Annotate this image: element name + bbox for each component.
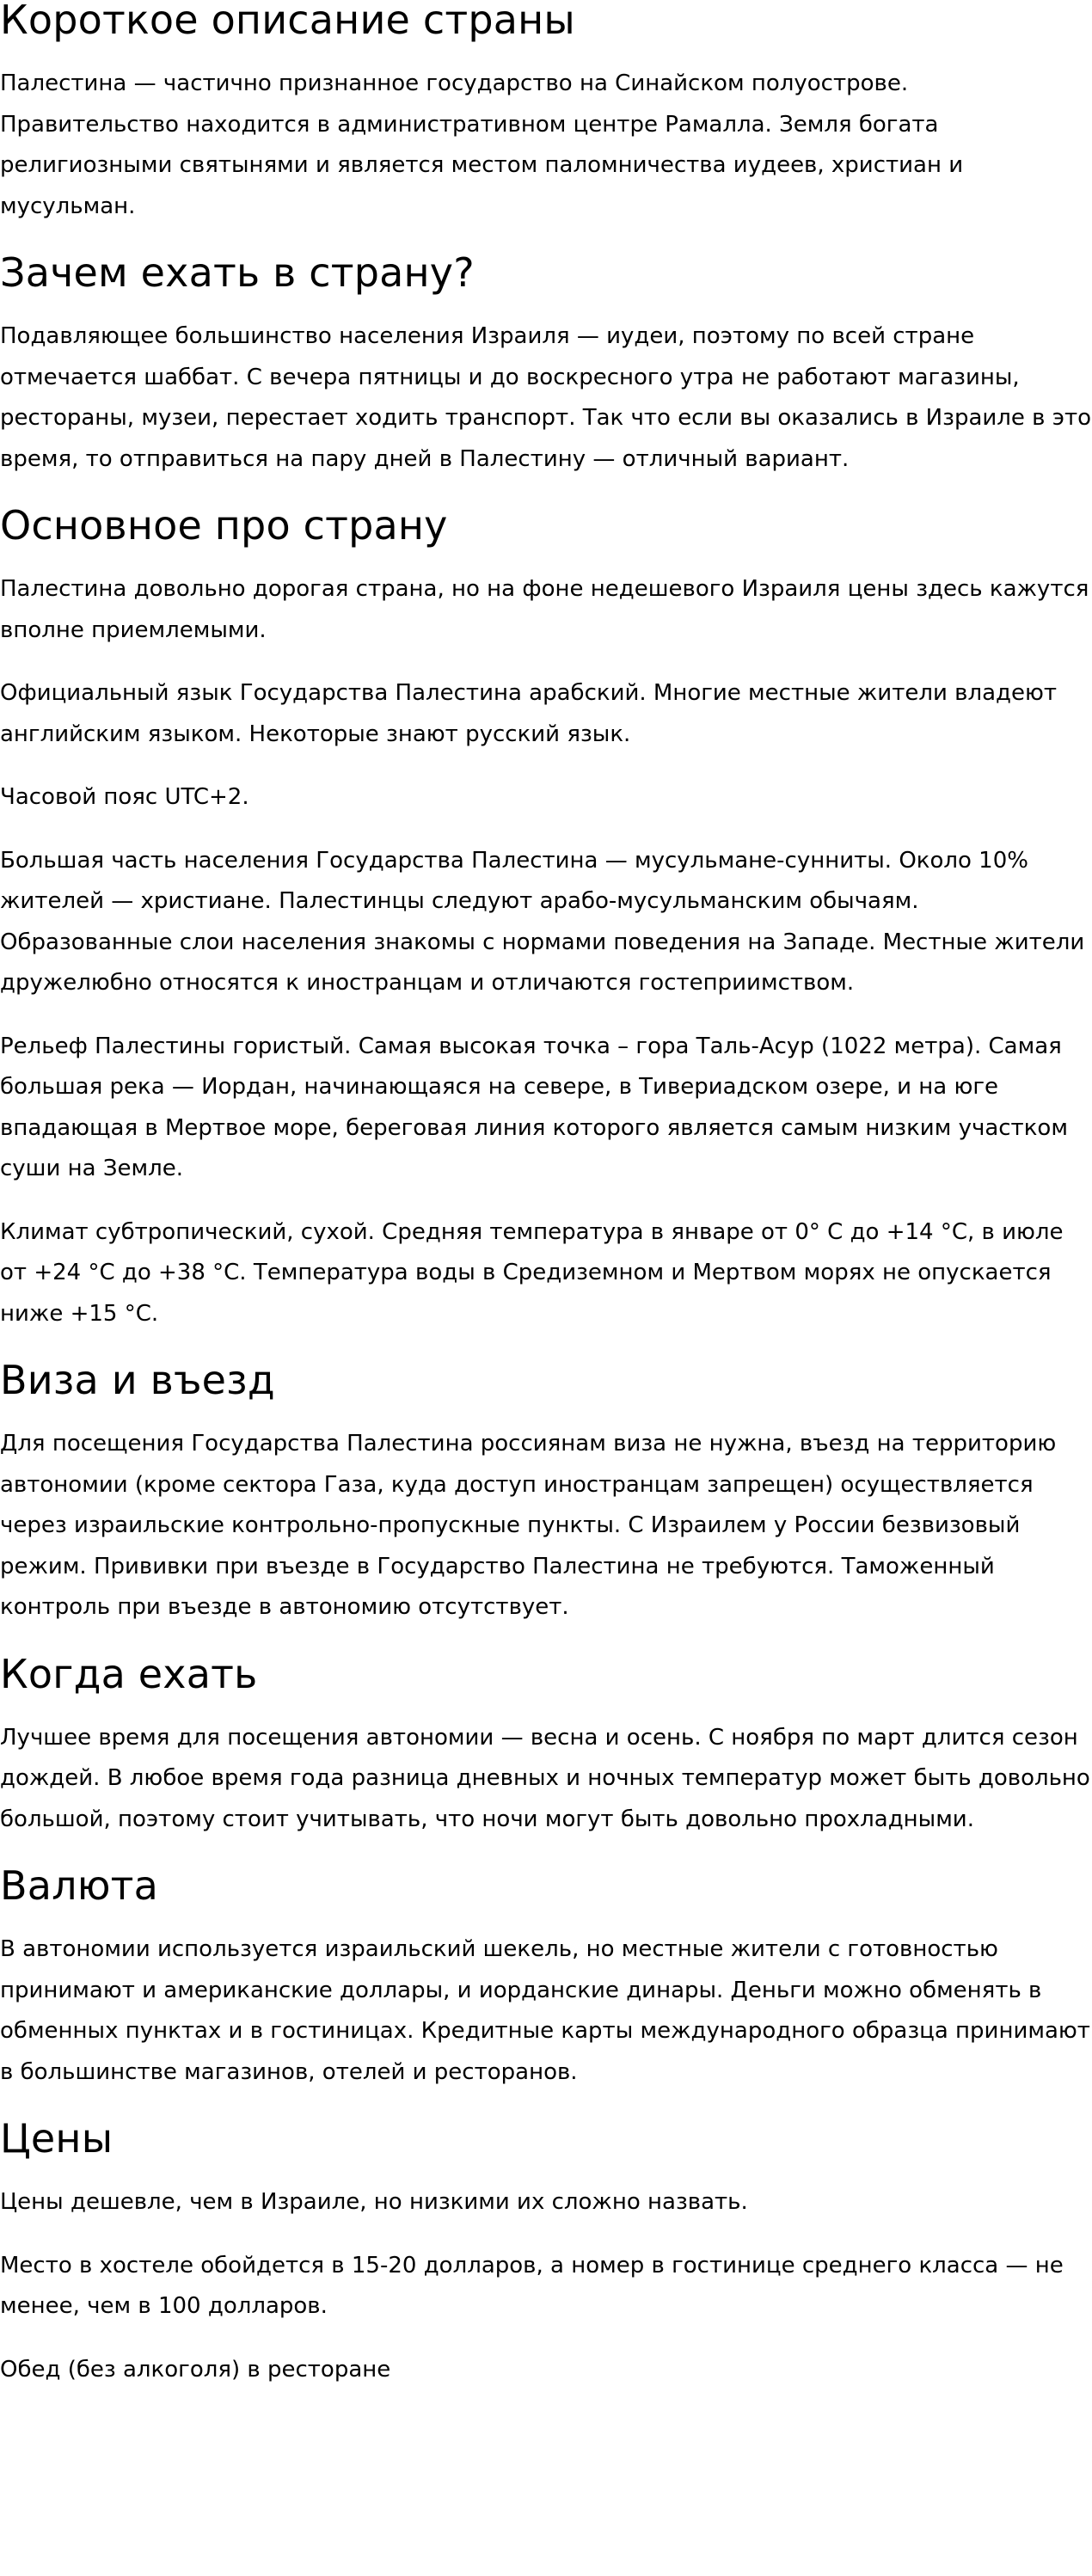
paragraph: Официальный язык Государства Палестина арабский. Многие местные жители владеют английским языком. Некоторые знают русский язык. bbox=[0, 680, 1058, 747]
section-when-to-go bbox=[0, 1651, 1092, 1841]
paragraph: Подавляющее большинство населения Израиля — иудеи, поэтому по всей стране отмечается шаббат. С вечера пятницы и до воскресного утра не работают магазины, рестораны, музеи, перестает ходить транспорт. Так что если вы оказались в Израиле в это время, то отправиться на пару дней в Палестину — отличный вариант. bbox=[0, 323, 1092, 472]
paragraph: Лучшее время для посещения автономии — весна и осень. С ноября по март длится сезон дождей. В любое время года разница дневных и ночных температур может быть довольно большой, поэтому стоит учитывать, что ночи могут быть довольно прохладными. bbox=[0, 1724, 1090, 1832]
section-heading: Цены bbox=[0, 2115, 113, 2162]
section-why-go bbox=[0, 249, 1092, 480]
section-heading: Зачем ехать в страну? bbox=[0, 249, 475, 296]
paragraph: Часовой пояс UTC+2. bbox=[0, 784, 249, 810]
paragraph: Для посещения Государства Палестина россиянам виза не нужна, въезд на территорию автономии (кроме сектора Газа, куда доступ иностранцам запрещен) осуществляется через израильские контрольно-пропускные пункты. С Израилем у России безвизовый режим. Прививки при въезде в Государство Палестина не требуются. Таможенный контроль при въезде в автономию отсутствует. bbox=[0, 1431, 1057, 1620]
paragraph: Большая часть населения Государства Палестина — мусульмане-сунниты. Около 10% жителей — христиане. Палестинцы следуют арабо-мусульманским обычаям. Образованные слои населения знакомы с нормами поведения на Западе. Местные жители дружелюбно относятся к иностранцам и отличаются гостеприимством. bbox=[0, 847, 1085, 996]
section-prices bbox=[0, 2115, 1092, 2390]
paragraph: Цены дешевле, чем в Израиле, но низкими их сложно назвать. bbox=[0, 2189, 748, 2215]
paragraph: Палестина довольно дорогая страна, но на фоне недешевого Израиля цены здесь кажутся вполне приемлемыми. bbox=[0, 576, 1089, 643]
section-heading: Валюта bbox=[0, 1862, 159, 1909]
section-heading: Когда ехать bbox=[0, 1650, 258, 1697]
paragraph: В автономии используется израильский шекель, но местные жители с готовностью принимают и американские доллары, и иорданские динары. Деньги можно обменять в обменных пунктах и в гостиницах. Кредитные карты международного образца принимают в большинстве магазинов, отелей и ресторанов. bbox=[0, 1936, 1090, 2085]
section-heading: Короткое описание страны bbox=[0, 0, 575, 43]
section-heading: Основное про страну bbox=[0, 502, 448, 549]
section-basics bbox=[0, 502, 1092, 1334]
paragraph: Палестина — частично признанное государство на Синайском полуострове. Правительство находится в административном центре Рамалла. Земля богата религиозными святынями и является местом паломничества иудеев, христиан и мусульман. bbox=[0, 71, 964, 219]
section-heading: Виза и въезд bbox=[0, 1357, 275, 1403]
section-currency bbox=[0, 1862, 1092, 2093]
paragraph: Климат субтропический, сухой. Средняя температура в январе от 0° С до +14 °С, в июле от +24 °С до +38 °С. Температура воды в Средиземном и Мертвом морях не опускается ниже +15 °С. bbox=[0, 1218, 1064, 1327]
paragraph: Рельеф Палестины гористый. Самая высокая точка – гора Таль-Асур (1022 метра). Самая большая река — Иордан, начинающаяся на севере, в Тивериадском озере, и на юге впадающая в Мертвое море, береговая линия которого является самым низким участком суши на Земле. bbox=[0, 1033, 1068, 1181]
section-visa-entry bbox=[0, 1357, 1092, 1628]
section-short-description bbox=[0, 0, 1092, 227]
paragraph: Обед (без алкоголя) в ресторане bbox=[0, 2356, 391, 2383]
paragraph: Место в хостеле обойдется в 15-20 долларов, а номер в гостинице среднего класса — не менее, чем в 100 долларов. bbox=[0, 2252, 1064, 2319]
